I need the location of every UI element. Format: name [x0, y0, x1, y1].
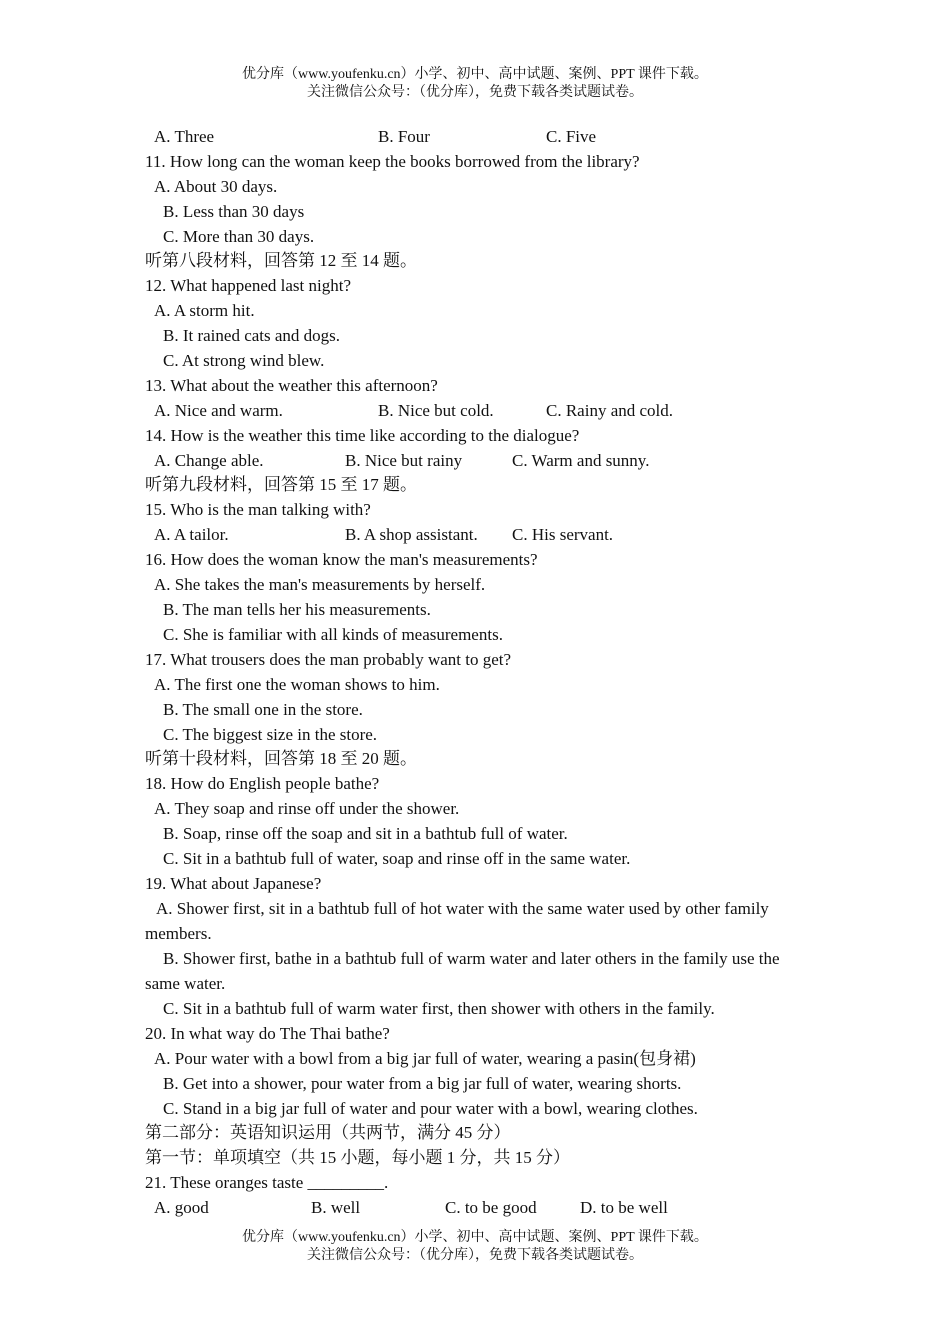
q18-stem: 18. How do English people bathe? — [145, 774, 380, 793]
q14-stem: 14. How is the weather this time like according to the dialogue? — [145, 426, 580, 445]
q19-option-a: A. Shower first, sit in a bathtub full of hot water with the same water used by other family members. — [145, 899, 769, 943]
q10-option-a: A. Three — [154, 127, 215, 146]
q10-option-c: C. Five — [546, 127, 597, 146]
q15-option-c: C. His servant. — [512, 525, 614, 544]
q20-option-b: B. Get into a shower, pour water from a big jar full of water, wearing shorts. — [163, 1074, 682, 1093]
section-8-heading: 听第八段材料，回答第 12 至 14 题。 — [145, 251, 417, 270]
q16-stem: 16. How does the woman know the man's measurements? — [145, 550, 538, 569]
q11-stem: 11. How long can the woman keep the books borrowed from the library? — [145, 152, 640, 171]
q20-option-c: C. Stand in a big jar full of water and pour water with a bowl, wearing clothes. — [163, 1099, 698, 1118]
q20-stem: 20. In what way do The Thai bathe? — [145, 1024, 390, 1043]
header-line-1: 优分库（www.youfenku.cn）小学、初中、高中试题、案例、PPT 课件下载。 — [242, 67, 708, 82]
section-9-heading: 听第九段材料，回答第 15 至 17 题。 — [145, 475, 417, 494]
q14-option-c: C. Warm and sunny. — [512, 451, 650, 470]
q13-option-b: B. Nice but cold. — [378, 401, 494, 420]
q19-option-c: C. Sit in a bathtub full of warm water first, then shower with others in the family. — [163, 999, 715, 1018]
q15-option-b: B. A shop assistant. — [345, 525, 478, 544]
q17-option-c: C. The biggest size in the store. — [163, 725, 378, 744]
section-10-heading: 听第十段材料，回答第 18 至 20 题。 — [145, 749, 417, 768]
q20-option-a: A. Pour water with a bowl from a big jar full of water, wearing a pasin(包身裙) — [154, 1049, 696, 1068]
q16-option-c: C. She is familiar with all kinds of measurements. — [163, 625, 503, 644]
page-footer — [0, 1229, 950, 1265]
q12-option-a: A. A storm hit. — [154, 301, 255, 320]
q11-option-c: C. More than 30 days. — [163, 227, 315, 246]
q21-option-b: B. well — [311, 1198, 361, 1217]
q21-option-d: D. to be well — [580, 1198, 668, 1217]
q21-stem: 21. These oranges taste _________. — [145, 1173, 389, 1192]
q15-stem: 15. Who is the man talking with? — [145, 500, 371, 519]
q13-stem: 13. What about the weather this afternoon? — [145, 376, 438, 395]
q14-option-a: A. Change able. — [154, 451, 264, 470]
q15-option-a: A. A tailor. — [154, 525, 229, 544]
part-2-section-1-heading: 第一节：单项填空（共 15 小题，每小题 1 分，共 15 分） — [145, 1148, 570, 1167]
q16-option-b: B. The man tells her his measurements. — [163, 600, 431, 619]
q18-option-b: B. Soap, rinse off the soap and sit in a bathtub full of water. — [163, 824, 568, 843]
footer-line-2: 关注微信公众号：（优分库），免费下载各类试题试卷。 — [307, 1248, 643, 1263]
q17-stem: 17. What trousers does the man probably want to get? — [145, 650, 512, 669]
q16-option-a: A. She takes the man's measurements by herself. — [154, 575, 486, 594]
q17-option-a: A. The first one the woman shows to him. — [154, 675, 440, 694]
q19-stem: 19. What about Japanese? — [145, 874, 322, 893]
q11-option-b: B. Less than 30 days — [163, 202, 305, 221]
q19-option-b: B. Shower first, bathe in a bathtub full of warm water and later others in the family use the same water. — [145, 949, 780, 993]
q14-option-b: B. Nice but rainy — [345, 451, 463, 470]
q13-option-c: C. Rainy and cold. — [546, 401, 674, 420]
q17-option-b: B. The small one in the store. — [163, 700, 363, 719]
q18-option-a: A. They soap and rinse off under the shower. — [154, 799, 460, 818]
q12-stem: 12. What happened last night? — [145, 276, 351, 295]
page-header — [0, 66, 950, 102]
q21-option-a: A. good — [154, 1198, 209, 1217]
q13-option-a: A. Nice and warm. — [154, 401, 283, 420]
footer-line-1: 优分库（www.youfenku.cn）小学、初中、高中试题、案例、PPT 课件下载。 — [242, 1230, 708, 1245]
q12-option-c: C. At strong wind blew. — [163, 351, 325, 370]
q11-option-a: A. About 30 days. — [154, 177, 278, 196]
q18-option-c: C. Sit in a bathtub full of water, soap and rinse off in the same water. — [163, 849, 631, 868]
q10-option-b: B. Four — [378, 127, 430, 146]
part-2-heading: 第二部分：英语知识运用（共两节，满分 45 分） — [145, 1123, 511, 1142]
header-line-2: 关注微信公众号：（优分库），免费下载各类试题试卷。 — [307, 85, 643, 100]
q21-option-c: C. to be good — [445, 1198, 537, 1217]
q12-option-b: B. It rained cats and dogs. — [163, 326, 341, 345]
